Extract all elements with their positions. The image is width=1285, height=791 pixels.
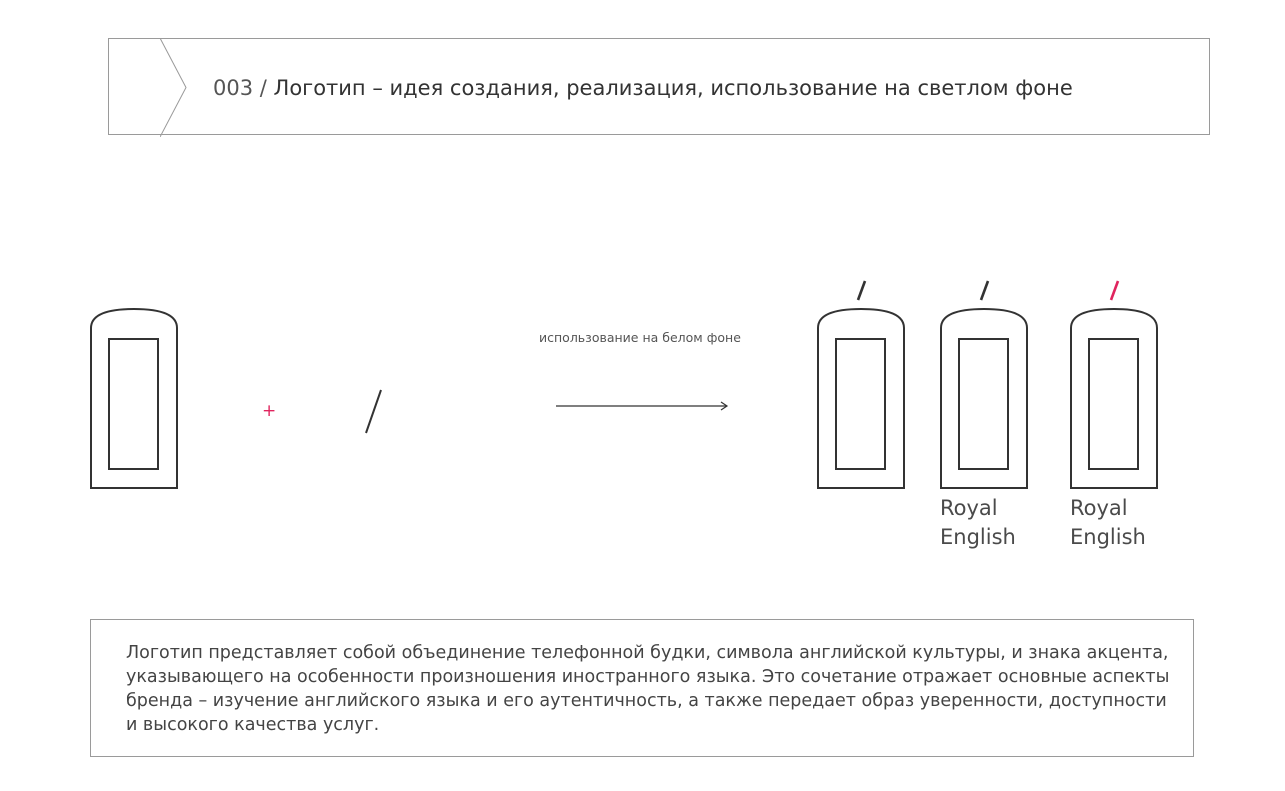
accent-mark-icon [976, 279, 992, 303]
brand-name [1070, 494, 1146, 552]
logo-variant-booth [1069, 308, 1159, 490]
logo-variant-booth [816, 308, 906, 490]
plus-symbol: + [262, 401, 277, 421]
accent-mark-red-icon [1106, 279, 1122, 303]
logo-variant-booth [939, 308, 1029, 490]
brand-name-line: Royal [940, 496, 998, 520]
usage-label: использование на белом фоне [539, 330, 741, 345]
accent-mark-icon [853, 279, 869, 303]
page-title [213, 73, 1073, 103]
accent-mark-icon [362, 387, 384, 437]
arrow-right-icon [555, 399, 731, 413]
phone-booth-icon [89, 308, 179, 490]
brand-name-line: Royal [1070, 496, 1128, 520]
page-number: 003 / [213, 76, 267, 100]
description-text: Логотип представляет собой объединение телефонной будки, символа английской культуры, и знака акцента, указывающего на особенности произношения иностранного языка. Это сочетание отражает основные аспекты бренда – изучение английского языка и его аутентичность, а также передает образ уверенности, доступности и высокого качества услуг. [126, 643, 1170, 735]
brand-name [940, 494, 1016, 552]
brand-name-line: English [940, 525, 1016, 549]
brand-name-line: English [1070, 525, 1146, 549]
chevron-right-icon [160, 38, 190, 137]
page-title-text: Логотип – идея создания, реализация, использование на светлом фоне [273, 76, 1073, 100]
